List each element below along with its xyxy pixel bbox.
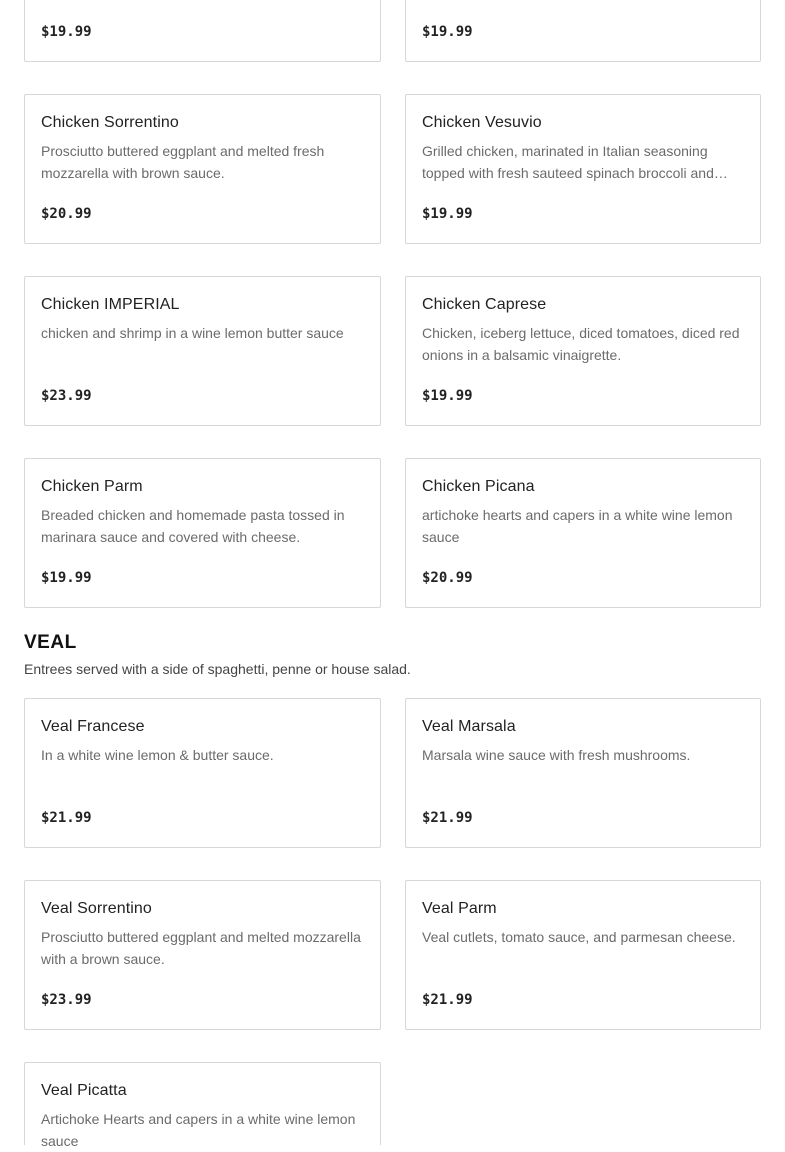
menu-item-description: Artichoke Hearts and capers in a white wine lemon sauce	[41, 1111, 356, 1149]
menu-item-name: Veal Marsala	[422, 718, 516, 735]
menu-item-price: $20.99	[41, 206, 92, 222]
menu-item-description: chicken and shrimp in a wine lemon butter sauce	[41, 325, 344, 341]
menu-item-card-chicken-vesuvio[interactable]	[405, 94, 761, 244]
menu-item-name: Chicken Vesuvio	[422, 114, 542, 131]
menu-item-name: Chicken Picana	[422, 478, 535, 495]
menu-item-card-veal-francese[interactable]	[24, 698, 381, 848]
menu-item-card-chicken-imperial[interactable]	[24, 276, 381, 426]
menu-item-card-veal-sorrentino[interactable]	[24, 880, 381, 1030]
menu-item-card[interactable]	[405, 0, 761, 62]
menu-item-price: $19.99	[422, 206, 473, 222]
menu-item-description: Grilled chicken, marinated in Italian seasoning topped with fresh sauteed spinach broccoli and…	[422, 143, 728, 181]
menu-item-description: artichoke hearts and capers in a white wine lemon sauce	[422, 507, 733, 545]
menu-item-card-veal-marsala[interactable]	[405, 698, 761, 848]
menu-item-name: Chicken Parm	[41, 478, 143, 495]
menu-item-price: $19.99	[41, 24, 92, 40]
menu-item-price: $21.99	[41, 810, 92, 826]
menu-item-name: Veal Francese	[41, 718, 145, 735]
menu-item-card-chicken-parm[interactable]	[24, 458, 381, 608]
menu-item-price: $19.99	[41, 570, 92, 586]
menu-item-description: In a white wine lemon & butter sauce.	[41, 747, 274, 763]
menu-item-card-veal-picatta[interactable]	[24, 1062, 381, 1149]
menu-item-description: Marsala wine sauce with fresh mushrooms.	[422, 747, 691, 763]
menu-item-card[interactable]	[24, 0, 381, 62]
menu-item-description: Breaded chicken and homemade pasta tossed in marinara sauce and covered with cheese.	[41, 507, 345, 545]
menu-item-description: Chicken, iceberg lettuce, diced tomatoes, diced red onions in a balsamic vinaigrette.	[422, 325, 740, 363]
menu-item-price: $23.99	[41, 992, 92, 1008]
menu-item-name: Chicken Caprese	[422, 296, 547, 313]
menu-item-name: Veal Parm	[422, 900, 497, 917]
menu-item-card-chicken-sorrentino[interactable]	[24, 94, 381, 244]
menu-item-description: Veal cutlets, tomato sauce, and parmesan cheese.	[422, 929, 736, 945]
menu-item-name: Veal Sorrentino	[41, 900, 152, 917]
menu-item-price: $23.99	[41, 388, 92, 404]
menu-item-card-veal-parm[interactable]	[405, 880, 761, 1030]
menu-item-name: Chicken Sorrentino	[41, 114, 179, 131]
menu-item-name: Chicken IMPERIAL	[41, 296, 180, 313]
menu-item-price: $19.99	[422, 24, 473, 40]
section-subtitle: Entrees served with a side of spaghetti, penne or house salad.	[24, 661, 411, 677]
menu-item-price: $21.99	[422, 992, 473, 1008]
menu-item-price: $21.99	[422, 810, 473, 826]
menu-item-description: Prosciutto buttered eggplant and melted fresh mozzarella with brown sauce.	[41, 143, 325, 181]
menu-item-price: $20.99	[422, 570, 473, 586]
menu-item-description: Prosciutto buttered eggplant and melted mozzarella with a brown sauce.	[41, 929, 361, 967]
menu-item-price: $19.99	[422, 388, 473, 404]
menu-item-card-chicken-picana[interactable]	[405, 458, 761, 608]
menu-item-name: Veal Picatta	[41, 1082, 127, 1099]
section-title-veal: VEAL	[24, 632, 77, 653]
menu-item-card-chicken-caprese[interactable]	[405, 276, 761, 426]
